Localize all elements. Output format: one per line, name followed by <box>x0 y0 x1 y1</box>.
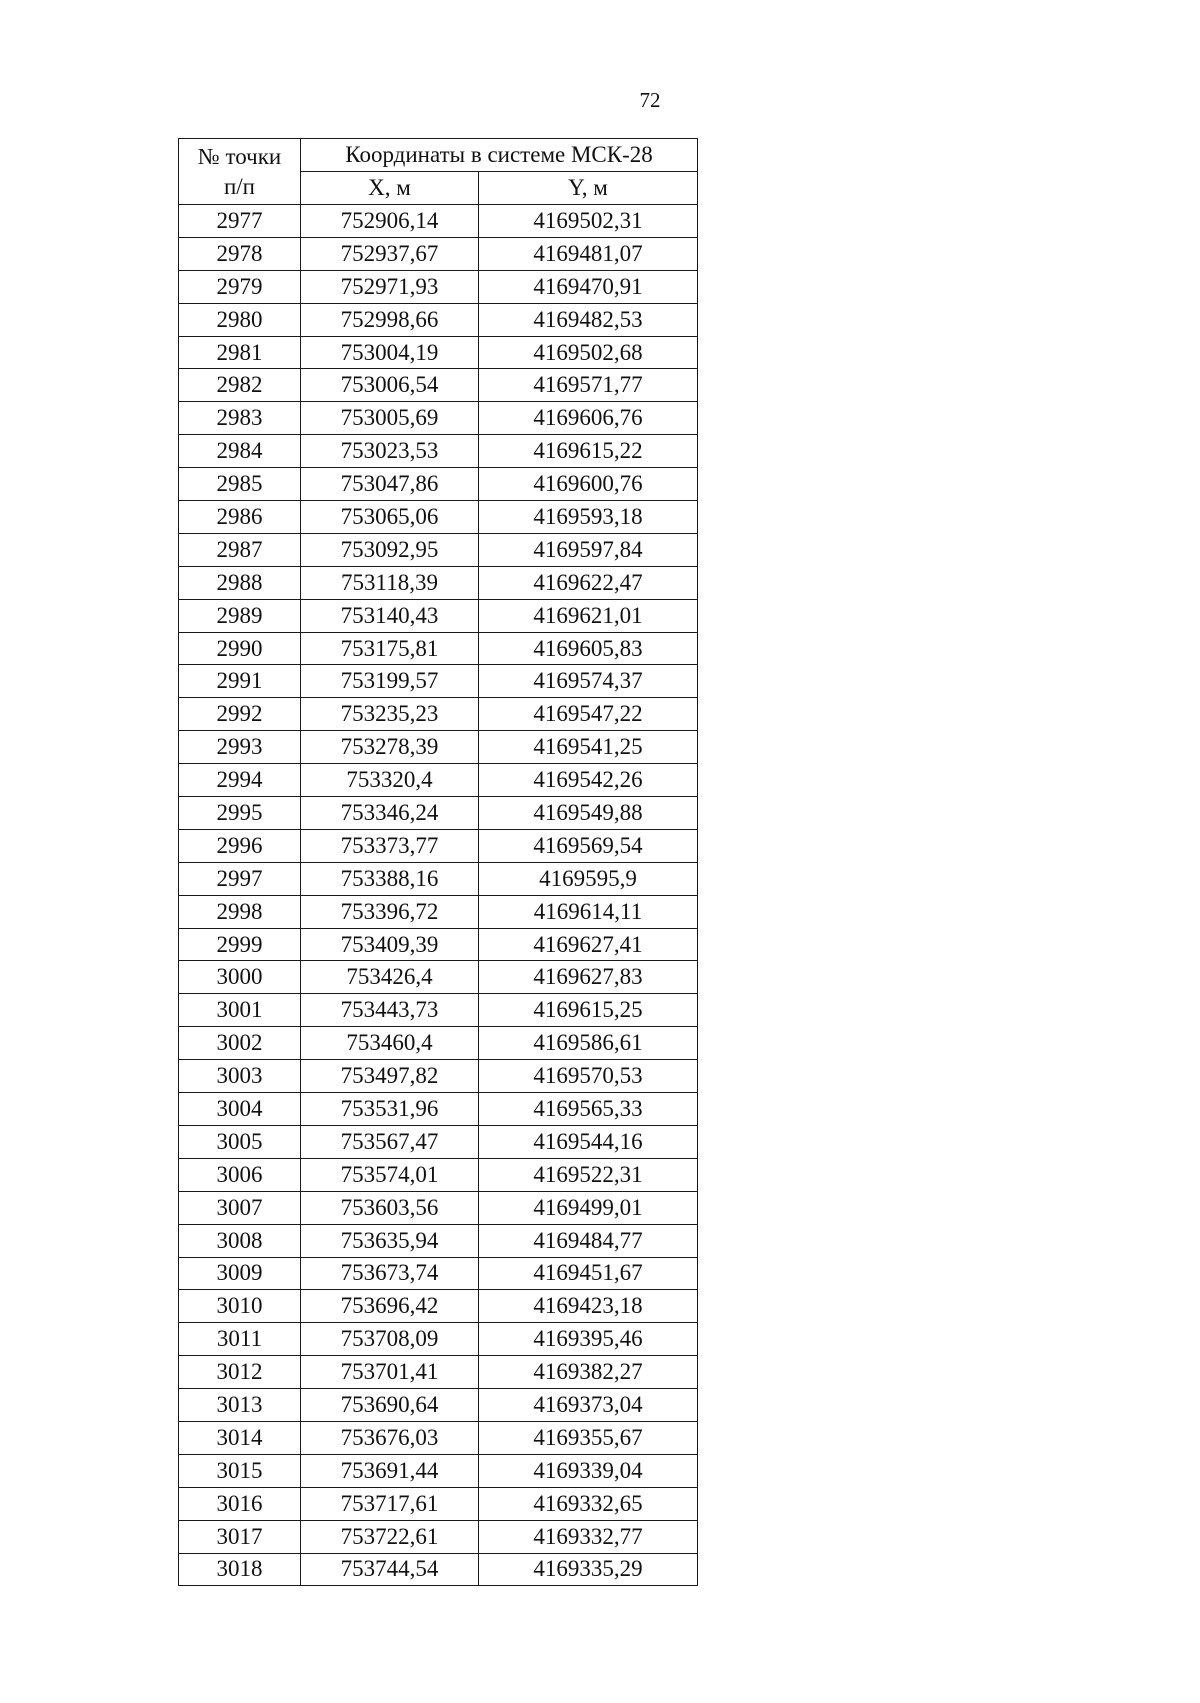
x-coordinate-cell: 753118,39 <box>301 566 479 599</box>
y-coordinate-cell: 4169332,77 <box>479 1520 698 1553</box>
y-coordinate-cell: 4169570,53 <box>479 1060 698 1093</box>
y-coordinate-cell: 4169605,83 <box>479 632 698 665</box>
point-number-cell: 2991 <box>179 665 301 698</box>
y-coordinate-cell: 4169547,22 <box>479 698 698 731</box>
x-coordinate-cell: 752906,14 <box>301 205 479 238</box>
table-row <box>179 205 698 238</box>
x-coordinate-cell: 752971,93 <box>301 270 479 303</box>
x-coordinate-cell: 753409,39 <box>301 928 479 961</box>
y-coordinate-cell: 4169627,41 <box>479 928 698 961</box>
y-coordinate-cell: 4169502,68 <box>479 336 698 369</box>
point-number-cell: 2984 <box>179 435 301 468</box>
point-number-cell: 2997 <box>179 862 301 895</box>
x-coordinate-cell: 753635,94 <box>301 1224 479 1257</box>
point-number-cell: 2986 <box>179 501 301 534</box>
point-number-cell: 3003 <box>179 1060 301 1093</box>
table-row <box>179 599 698 632</box>
table-row <box>179 435 698 468</box>
table-row <box>179 731 698 764</box>
y-coordinate-cell: 4169482,53 <box>479 303 698 336</box>
y-coordinate-cell: 4169335,29 <box>479 1553 698 1586</box>
y-coordinate-cell: 4169565,33 <box>479 1093 698 1126</box>
x-coordinate-cell: 753278,39 <box>301 731 479 764</box>
point-number-cell: 3012 <box>179 1356 301 1389</box>
point-number-cell: 2982 <box>179 369 301 402</box>
x-coordinate-cell: 753175,81 <box>301 632 479 665</box>
point-number-cell: 3006 <box>179 1158 301 1191</box>
x-coordinate-cell: 753004,19 <box>301 336 479 369</box>
table-row <box>179 1027 698 1060</box>
x-coordinate-cell: 753199,57 <box>301 665 479 698</box>
y-coordinate-cell: 4169549,88 <box>479 797 698 830</box>
point-number-cell: 3009 <box>179 1257 301 1290</box>
table-row <box>179 468 698 501</box>
table-row <box>179 1421 698 1454</box>
table-row <box>179 1487 698 1520</box>
x-coordinate-cell: 753396,72 <box>301 895 479 928</box>
x-coordinate-cell: 753065,06 <box>301 501 479 534</box>
point-number-cell: 2988 <box>179 566 301 599</box>
x-coordinate-cell: 753005,69 <box>301 402 479 435</box>
table-row <box>179 1520 698 1553</box>
x-coordinate-cell: 753320,4 <box>301 764 479 797</box>
x-coordinate-cell: 753701,41 <box>301 1356 479 1389</box>
table-row <box>179 1389 698 1422</box>
table-row <box>179 1158 698 1191</box>
coordinate-system-header: Координаты в системе МСК-28 <box>301 139 698 172</box>
y-coordinate-cell: 4169542,26 <box>479 764 698 797</box>
table-row <box>179 895 698 928</box>
x-coordinate-cell: 752998,66 <box>301 303 479 336</box>
x-coordinate-cell: 753574,01 <box>301 1158 479 1191</box>
y-coordinate-cell: 4169451,67 <box>479 1257 698 1290</box>
table-row <box>179 1191 698 1224</box>
point-number-cell: 3004 <box>179 1093 301 1126</box>
table-row <box>179 533 698 566</box>
point-number-cell: 2992 <box>179 698 301 731</box>
point-number-cell: 3000 <box>179 961 301 994</box>
table-row <box>179 698 698 731</box>
point-number-cell: 2990 <box>179 632 301 665</box>
x-coordinate-cell: 753426,4 <box>301 961 479 994</box>
y-coordinate-cell: 4169593,18 <box>479 501 698 534</box>
point-number-cell: 3014 <box>179 1421 301 1454</box>
table-row <box>179 1060 698 1093</box>
y-coordinate-cell: 4169600,76 <box>479 468 698 501</box>
x-coordinate-cell: 753460,4 <box>301 1027 479 1060</box>
y-coordinate-cell: 4169614,11 <box>479 895 698 928</box>
table-row <box>179 270 698 303</box>
y-coordinate-cell: 4169395,46 <box>479 1323 698 1356</box>
x-coordinate-cell: 753567,47 <box>301 1125 479 1158</box>
y-coordinate-cell: 4169522,31 <box>479 1158 698 1191</box>
point-number-header-line2: п/п <box>223 173 255 199</box>
point-number-cell: 2985 <box>179 468 301 501</box>
point-number-cell: 3001 <box>179 994 301 1027</box>
y-coordinate-cell: 4169502,31 <box>479 205 698 238</box>
table-row <box>179 994 698 1027</box>
point-number-cell: 2983 <box>179 402 301 435</box>
point-number-cell: 3015 <box>179 1454 301 1487</box>
x-coordinate-cell: 753497,82 <box>301 1060 479 1093</box>
y-coordinate-cell: 4169627,83 <box>479 961 698 994</box>
y-coordinate-cell: 4169615,25 <box>479 994 698 1027</box>
x-coordinate-cell: 753006,54 <box>301 369 479 402</box>
table-row <box>179 1454 698 1487</box>
y-coordinate-cell: 4169339,04 <box>479 1454 698 1487</box>
y-coordinate-cell: 4169382,27 <box>479 1356 698 1389</box>
x-coordinate-cell: 753092,95 <box>301 533 479 566</box>
y-coordinate-cell: 4169481,07 <box>479 237 698 270</box>
x-coordinate-cell: 753690,64 <box>301 1389 479 1422</box>
x-coordinate-cell: 753722,61 <box>301 1520 479 1553</box>
table-row <box>179 1553 698 1586</box>
point-number-cell: 2999 <box>179 928 301 961</box>
x-coordinate-cell: 753373,77 <box>301 829 479 862</box>
point-number-cell: 3008 <box>179 1224 301 1257</box>
table-row <box>179 402 698 435</box>
table-body <box>179 205 698 1586</box>
table-row <box>179 665 698 698</box>
point-number-cell: 2995 <box>179 797 301 830</box>
x-coordinate-cell: 753603,56 <box>301 1191 479 1224</box>
x-coordinate-cell: 753691,44 <box>301 1454 479 1487</box>
point-number-cell: 2996 <box>179 829 301 862</box>
y-coordinate-cell: 4169571,77 <box>479 369 698 402</box>
y-coordinate-cell: 4169355,67 <box>479 1421 698 1454</box>
point-number-cell: 3013 <box>179 1389 301 1422</box>
table-row <box>179 1125 698 1158</box>
x-coordinate-cell: 753673,74 <box>301 1257 479 1290</box>
point-number-cell: 2980 <box>179 303 301 336</box>
table-header <box>179 139 698 205</box>
table-row <box>179 797 698 830</box>
point-number-cell: 3002 <box>179 1027 301 1060</box>
y-coordinate-cell: 4169606,76 <box>479 402 698 435</box>
table-row <box>179 1356 698 1389</box>
point-number-cell: 2989 <box>179 599 301 632</box>
table-row <box>179 1323 698 1356</box>
x-column-header: X, м <box>301 172 479 205</box>
x-coordinate-cell: 753676,03 <box>301 1421 479 1454</box>
table-row <box>179 632 698 665</box>
y-coordinate-cell: 4169595,9 <box>479 862 698 895</box>
point-number-cell: 2977 <box>179 205 301 238</box>
y-coordinate-cell: 4169621,01 <box>479 599 698 632</box>
table-row <box>179 336 698 369</box>
point-number-cell: 2987 <box>179 533 301 566</box>
y-coordinate-cell: 4169574,37 <box>479 665 698 698</box>
x-coordinate-cell: 753047,86 <box>301 468 479 501</box>
x-coordinate-cell: 753708,09 <box>301 1323 479 1356</box>
table-row <box>179 566 698 599</box>
coordinates-table <box>178 138 698 1586</box>
x-coordinate-cell: 752937,67 <box>301 237 479 270</box>
x-coordinate-cell: 753346,24 <box>301 797 479 830</box>
table-row <box>179 1290 698 1323</box>
point-number-cell: 3018 <box>179 1553 301 1586</box>
y-coordinate-cell: 4169484,77 <box>479 1224 698 1257</box>
point-number-cell: 2993 <box>179 731 301 764</box>
point-number-header <box>179 139 301 205</box>
point-number-cell: 2994 <box>179 764 301 797</box>
point-number-cell: 3011 <box>179 1323 301 1356</box>
x-coordinate-cell: 753696,42 <box>301 1290 479 1323</box>
y-coordinate-cell: 4169615,22 <box>479 435 698 468</box>
table-row <box>179 928 698 961</box>
table-row <box>179 1224 698 1257</box>
point-number-cell: 3010 <box>179 1290 301 1323</box>
x-coordinate-cell: 753443,73 <box>301 994 479 1027</box>
point-number-cell: 2979 <box>179 270 301 303</box>
table-row <box>179 1257 698 1290</box>
x-coordinate-cell: 753023,53 <box>301 435 479 468</box>
point-number-cell: 2978 <box>179 237 301 270</box>
table-row <box>179 1093 698 1126</box>
x-coordinate-cell: 753717,61 <box>301 1487 479 1520</box>
table-row <box>179 764 698 797</box>
y-coordinate-cell: 4169423,18 <box>479 1290 698 1323</box>
page-number: 72 <box>639 88 661 112</box>
table-row <box>179 303 698 336</box>
y-coordinate-cell: 4169586,61 <box>479 1027 698 1060</box>
point-number-header-line1: № точки <box>197 143 282 169</box>
y-coordinate-cell: 4169332,65 <box>479 1487 698 1520</box>
y-coordinate-cell: 4169541,25 <box>479 731 698 764</box>
point-number-cell: 3007 <box>179 1191 301 1224</box>
y-coordinate-cell: 4169622,47 <box>479 566 698 599</box>
table-row <box>179 237 698 270</box>
table-row <box>179 369 698 402</box>
x-coordinate-cell: 753140,43 <box>301 599 479 632</box>
point-number-cell: 2981 <box>179 336 301 369</box>
point-number-cell: 3017 <box>179 1520 301 1553</box>
table-row <box>179 501 698 534</box>
x-coordinate-cell: 753235,23 <box>301 698 479 731</box>
y-coordinate-cell: 4169597,84 <box>479 533 698 566</box>
y-coordinate-cell: 4169544,16 <box>479 1125 698 1158</box>
x-coordinate-cell: 753388,16 <box>301 862 479 895</box>
x-coordinate-cell: 753531,96 <box>301 1093 479 1126</box>
y-coordinate-cell: 4169569,54 <box>479 829 698 862</box>
y-coordinate-cell: 4169470,91 <box>479 270 698 303</box>
table-row <box>179 961 698 994</box>
point-number-cell: 3016 <box>179 1487 301 1520</box>
y-column-header: Y, м <box>479 172 698 205</box>
y-coordinate-cell: 4169499,01 <box>479 1191 698 1224</box>
y-coordinate-cell: 4169373,04 <box>479 1389 698 1422</box>
table-row <box>179 829 698 862</box>
point-number-cell: 2998 <box>179 895 301 928</box>
x-coordinate-cell: 753744,54 <box>301 1553 479 1586</box>
point-number-cell: 3005 <box>179 1125 301 1158</box>
table-row <box>179 862 698 895</box>
